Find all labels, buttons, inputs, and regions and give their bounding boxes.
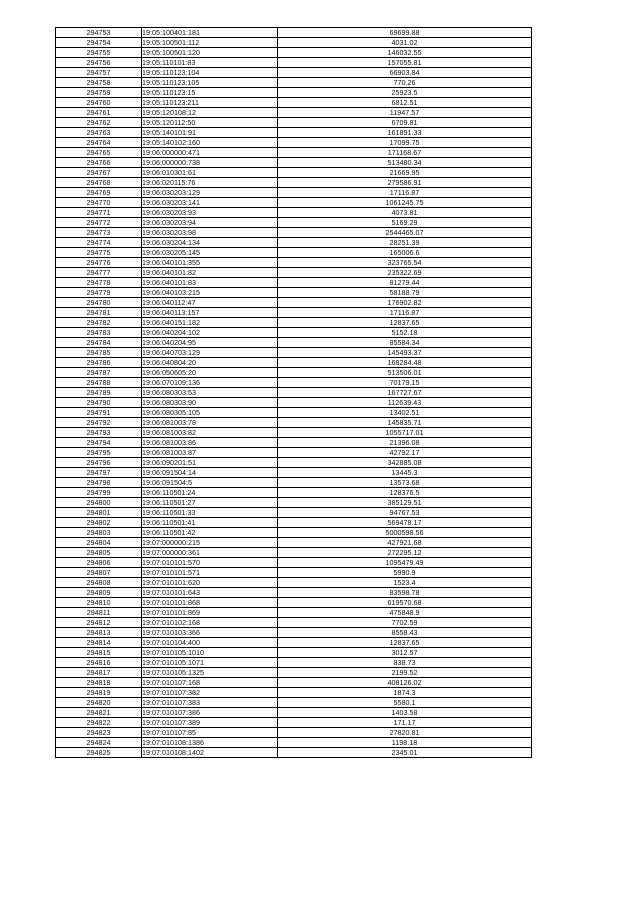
table-row [56, 218, 532, 228]
table-row [56, 428, 532, 438]
cadastral-number-cell: 19:05:120112:50 [142, 118, 278, 128]
table-body [56, 28, 532, 758]
row-number-cell: 294806 [56, 558, 142, 568]
table-row [56, 378, 532, 388]
row-number-cell: 294788 [56, 378, 142, 388]
table-row [56, 648, 532, 658]
cadastral-number-cell: 19:07:010107:382 [142, 688, 278, 698]
row-number-cell: 294787 [56, 368, 142, 378]
row-number-cell: 294782 [56, 318, 142, 328]
table-row [56, 658, 532, 668]
value-cell: 7702.59 [278, 618, 532, 628]
cadastral-number-cell: 19:06:040113:157 [142, 308, 278, 318]
cadastral-number-cell: 19:07:010102:168 [142, 618, 278, 628]
value-cell: 128376.5 [278, 488, 532, 498]
cadastral-number-cell: 19:06:040204:95 [142, 338, 278, 348]
row-number-cell: 294785 [56, 348, 142, 358]
cadastral-number-cell: 19:07:010101:868 [142, 598, 278, 608]
table-row [56, 698, 532, 708]
value-cell: 146032.55 [278, 48, 532, 58]
table-row [56, 718, 532, 728]
table-row [56, 388, 532, 398]
table-row [56, 738, 532, 748]
table-row [56, 448, 532, 458]
table-row [56, 398, 532, 408]
value-cell: 70179.15 [278, 378, 532, 388]
cadastral-number-cell: 19:05:100501:112 [142, 38, 278, 48]
row-number-cell: 294809 [56, 588, 142, 598]
table-row [56, 668, 532, 678]
table-row [56, 258, 532, 268]
value-cell: 17116.87 [278, 308, 532, 318]
table-row [56, 548, 532, 558]
row-number-cell: 294754 [56, 38, 142, 48]
cadastral-number-cell: 19:07:010101:570 [142, 558, 278, 568]
cadastral-number-cell: 19:06:040703:129 [142, 348, 278, 358]
table-row [56, 578, 532, 588]
cadastral-number-cell: 19:05:140102:160 [142, 138, 278, 148]
row-number-cell: 294784 [56, 338, 142, 348]
table-row [56, 28, 532, 38]
cadastral-number-cell: 19:06:081003:86 [142, 438, 278, 448]
cadastral-number-cell: 19:07:010105:1325 [142, 668, 278, 678]
table-row [56, 438, 532, 448]
row-number-cell: 294815 [56, 648, 142, 658]
cadastral-number-cell: 19:06:040101:83 [142, 278, 278, 288]
row-number-cell: 294786 [56, 358, 142, 368]
row-number-cell: 294805 [56, 548, 142, 558]
row-number-cell: 294769 [56, 188, 142, 198]
value-cell: 27820.81 [278, 728, 532, 738]
table-row [56, 418, 532, 428]
table-row [56, 288, 532, 298]
cadastral-number-cell: 19:06:000000:471 [142, 148, 278, 158]
value-cell: 272295.12 [278, 548, 532, 558]
row-number-cell: 294824 [56, 738, 142, 748]
row-number-cell: 294817 [56, 668, 142, 678]
value-cell: 13573.68 [278, 478, 532, 488]
table-row [56, 618, 532, 628]
row-number-cell: 294797 [56, 468, 142, 478]
value-cell: 17116.87 [278, 188, 532, 198]
value-cell: 145835.71 [278, 418, 532, 428]
table-row [56, 68, 532, 78]
row-number-cell: 294779 [56, 288, 142, 298]
table-row [56, 308, 532, 318]
cadastral-number-cell: 19:07:010105:1010 [142, 648, 278, 658]
table-row [56, 238, 532, 248]
table-row [56, 78, 532, 88]
row-number-cell: 294767 [56, 168, 142, 178]
value-cell: 145493.37 [278, 348, 532, 358]
value-cell: 58188.79 [278, 288, 532, 298]
cadastral-number-cell: 19:07:010108:1386 [142, 738, 278, 748]
row-number-cell: 294783 [56, 328, 142, 338]
value-cell: 171.17 [278, 718, 532, 728]
row-number-cell: 294757 [56, 68, 142, 78]
cadastral-number-cell: 19:05:120108:12 [142, 108, 278, 118]
cadastral-number-cell: 19:06:020115:76 [142, 178, 278, 188]
table-row [56, 628, 532, 638]
row-number-cell: 294759 [56, 88, 142, 98]
cadastral-number-cell: 19:06:040151:182 [142, 318, 278, 328]
cadastral-number-cell: 19:07:010101:643 [142, 588, 278, 598]
cadastral-number-cell: 19:07:010104:400 [142, 638, 278, 648]
row-number-cell: 294807 [56, 568, 142, 578]
table-row [56, 118, 532, 128]
cadastral-number-cell: 19:07:010108:1402 [142, 748, 278, 758]
cadastral-number-cell: 19:07:010101:869 [142, 608, 278, 618]
value-cell: 176902.82 [278, 298, 532, 308]
cadastral-number-cell: 19:06:110501:41 [142, 518, 278, 528]
row-number-cell: 294765 [56, 148, 142, 158]
row-number-cell: 294768 [56, 178, 142, 188]
table-row [56, 128, 532, 138]
cadastral-number-cell: 19:06:110501:24 [142, 488, 278, 498]
table-row [56, 188, 532, 198]
row-number-cell: 294763 [56, 128, 142, 138]
value-cell: 2199.52 [278, 668, 532, 678]
value-cell: 1055717.01 [278, 428, 532, 438]
cadastral-number-cell: 19:06:110501:33 [142, 508, 278, 518]
row-number-cell: 294816 [56, 658, 142, 668]
table-row [56, 478, 532, 488]
value-cell: 3012.57 [278, 648, 532, 658]
value-cell: 83598.78 [278, 588, 532, 598]
row-number-cell: 294753 [56, 28, 142, 38]
value-cell: 279586.91 [278, 178, 532, 188]
cadastral-number-cell: 19:06:091504:14 [142, 468, 278, 478]
row-number-cell: 294796 [56, 458, 142, 468]
table-row [56, 138, 532, 148]
value-cell: 17099.75 [278, 138, 532, 148]
table-row [56, 568, 532, 578]
row-number-cell: 294771 [56, 208, 142, 218]
value-cell: 1874.3 [278, 688, 532, 698]
row-number-cell: 294766 [56, 158, 142, 168]
table-row [56, 728, 532, 738]
value-cell: 12837.65 [278, 638, 532, 648]
cadastral-number-cell: 19:05:100501:120 [142, 48, 278, 58]
row-number-cell: 294755 [56, 48, 142, 58]
cadastral-number-cell: 19:06:081003:78 [142, 418, 278, 428]
row-number-cell: 294778 [56, 278, 142, 288]
row-number-cell: 294773 [56, 228, 142, 238]
row-number-cell: 294774 [56, 238, 142, 248]
row-number-cell: 294770 [56, 198, 142, 208]
cadastral-number-cell: 19:07:010103:366 [142, 628, 278, 638]
value-cell: 66903.84 [278, 68, 532, 78]
table-row [56, 328, 532, 338]
value-cell: 81279.44 [278, 278, 532, 288]
table-row [56, 198, 532, 208]
cadastral-number-cell: 19:06:080303:90 [142, 398, 278, 408]
value-cell: 85584.34 [278, 338, 532, 348]
cadastral-number-cell: 19:06:010301:61 [142, 168, 278, 178]
value-cell: 13402.51 [278, 408, 532, 418]
table-row [56, 98, 532, 108]
table-row [56, 538, 532, 548]
cadastral-number-cell: 19:07:010105:1071 [142, 658, 278, 668]
cadastral-number-cell: 19:05:110123:15 [142, 88, 278, 98]
value-cell: 171168.67 [278, 148, 532, 158]
value-cell: 5152.18 [278, 328, 532, 338]
cadastral-number-cell: 19:05:140101:91 [142, 128, 278, 138]
cadastral-number-cell: 19:07:010101:620 [142, 578, 278, 588]
cadastral-number-cell: 19:07:010107:386 [142, 708, 278, 718]
table-row [56, 488, 532, 498]
value-cell: 5990.9 [278, 568, 532, 578]
value-cell: 513506.01 [278, 368, 532, 378]
value-cell: 161891.33 [278, 128, 532, 138]
row-number-cell: 294795 [56, 448, 142, 458]
cadastral-number-cell: 19:06:080303:53 [142, 388, 278, 398]
table-row [56, 688, 532, 698]
table-row [56, 278, 532, 288]
value-cell: 25923.5 [278, 88, 532, 98]
row-number-cell: 294760 [56, 98, 142, 108]
table-row [56, 588, 532, 598]
value-cell: 1095479.49 [278, 558, 532, 568]
value-cell: 2345.01 [278, 748, 532, 758]
cadastral-number-cell: 19:07:010107:389 [142, 718, 278, 728]
table-row [56, 498, 532, 508]
cadastral-number-cell: 19:06:030203:93 [142, 208, 278, 218]
row-number-cell: 294776 [56, 258, 142, 268]
row-number-cell: 294813 [56, 628, 142, 638]
row-number-cell: 294764 [56, 138, 142, 148]
value-cell: 838.73 [278, 658, 532, 668]
value-cell: 42792.17 [278, 448, 532, 458]
table-row [56, 248, 532, 258]
table-row [56, 48, 532, 58]
cadastral-number-cell: 19:06:040101:82 [142, 268, 278, 278]
value-cell: 475848.9 [278, 608, 532, 618]
row-number-cell: 294775 [56, 248, 142, 258]
value-cell: 6812.51 [278, 98, 532, 108]
table-row [56, 508, 532, 518]
value-cell: 1198.18 [278, 738, 532, 748]
table-row [56, 108, 532, 118]
table-row [56, 408, 532, 418]
table-row [56, 598, 532, 608]
row-number-cell: 294814 [56, 638, 142, 648]
value-cell: 165006.6 [278, 248, 532, 258]
row-number-cell: 294781 [56, 308, 142, 318]
cadastral-number-cell: 19:06:110501:42 [142, 528, 278, 538]
cadastral-number-cell: 19:06:030204:134 [142, 238, 278, 248]
cadastral-number-cell: 19:06:090201:51 [142, 458, 278, 468]
table-row [56, 468, 532, 478]
value-cell: 69699.88 [278, 28, 532, 38]
table-row [56, 348, 532, 358]
row-number-cell: 294819 [56, 688, 142, 698]
table-row [56, 158, 532, 168]
cadastral-number-cell: 19:06:050605:20 [142, 368, 278, 378]
cadastral-number-cell: 19:06:030205:145 [142, 248, 278, 258]
value-cell: 1403.58 [278, 708, 532, 718]
row-number-cell: 294800 [56, 498, 142, 508]
row-number-cell: 294802 [56, 518, 142, 528]
row-number-cell: 294791 [56, 408, 142, 418]
table-row [56, 338, 532, 348]
cadastral-number-cell: 19:06:030203:129 [142, 188, 278, 198]
table-row [56, 58, 532, 68]
table-row [56, 228, 532, 238]
value-cell: 6709.81 [278, 118, 532, 128]
value-cell: 235322.69 [278, 268, 532, 278]
value-cell: 13445.3 [278, 468, 532, 478]
table-row [56, 638, 532, 648]
table-row [56, 678, 532, 688]
table-row [56, 608, 532, 618]
table-row [56, 148, 532, 158]
row-number-cell: 294825 [56, 748, 142, 758]
cadastral-number-cell: 19:06:030203:98 [142, 228, 278, 238]
row-number-cell: 294777 [56, 268, 142, 278]
table-row [56, 558, 532, 568]
table-row [56, 358, 532, 368]
table-row [56, 368, 532, 378]
table-row [56, 708, 532, 718]
row-number-cell: 294812 [56, 618, 142, 628]
cadastral-number-cell: 19:05:110101:83 [142, 58, 278, 68]
value-cell: 385129.51 [278, 498, 532, 508]
cadastral-number-cell: 19:07:000000:361 [142, 548, 278, 558]
table-row [56, 528, 532, 538]
table-row [56, 168, 532, 178]
table-row [56, 88, 532, 98]
value-cell: 770.26 [278, 78, 532, 88]
value-cell: 2544465.07 [278, 228, 532, 238]
table-row [56, 178, 532, 188]
cadastral-number-cell: 19:05:100401:181 [142, 28, 278, 38]
value-cell: 5580.1 [278, 698, 532, 708]
table-row [56, 458, 532, 468]
row-number-cell: 294790 [56, 398, 142, 408]
cadastral-number-cell: 19:06:030203:141 [142, 198, 278, 208]
value-cell: 4073.81 [278, 208, 532, 218]
row-number-cell: 294762 [56, 118, 142, 128]
row-number-cell: 294810 [56, 598, 142, 608]
table-row [56, 208, 532, 218]
value-cell: 5000598.56 [278, 528, 532, 538]
row-number-cell: 294793 [56, 428, 142, 438]
value-cell: 112639.43 [278, 398, 532, 408]
cadastral-number-cell: 19:05:110123:211 [142, 98, 278, 108]
cadastral-number-cell: 19:06:110501:27 [142, 498, 278, 508]
value-cell: 342885.08 [278, 458, 532, 468]
row-number-cell: 294823 [56, 728, 142, 738]
cadastral-number-cell: 19:06:091504:5 [142, 478, 278, 488]
cadastral-number-cell: 19:06:040101:355 [142, 258, 278, 268]
row-number-cell: 294821 [56, 708, 142, 718]
value-cell: 12837.65 [278, 318, 532, 328]
row-number-cell: 294822 [56, 718, 142, 728]
cadastral-number-cell: 19:06:040204:102 [142, 328, 278, 338]
row-number-cell: 294772 [56, 218, 142, 228]
row-number-cell: 294818 [56, 678, 142, 688]
value-cell: 5169.29 [278, 218, 532, 228]
cadastral-number-cell: 19:06:081003:87 [142, 448, 278, 458]
value-cell: 1061245.75 [278, 198, 532, 208]
value-cell: 21669.95 [278, 168, 532, 178]
cadastral-number-cell: 19:07:010107:383 [142, 698, 278, 708]
row-number-cell: 294820 [56, 698, 142, 708]
row-number-cell: 294761 [56, 108, 142, 118]
cadastral-number-cell: 19:05:110123:105 [142, 78, 278, 88]
row-number-cell: 294803 [56, 528, 142, 538]
cadastral-number-cell: 19:06:000000:738 [142, 158, 278, 168]
cadastral-number-cell: 19:07:000000:215 [142, 538, 278, 548]
row-number-cell: 294792 [56, 418, 142, 428]
cadastral-number-cell: 19:06:081003:82 [142, 428, 278, 438]
row-number-cell: 294801 [56, 508, 142, 518]
value-cell: 168284.48 [278, 358, 532, 368]
table-row [56, 318, 532, 328]
cadastral-number-cell: 19:06:030203:94 [142, 218, 278, 228]
table-row [56, 268, 532, 278]
cadastral-number-cell: 19:07:010107:85 [142, 728, 278, 738]
value-cell: 28251.39 [278, 238, 532, 248]
value-cell: 408126.02 [278, 678, 532, 688]
row-number-cell: 294780 [56, 298, 142, 308]
value-cell: 569478.17 [278, 518, 532, 528]
row-number-cell: 294794 [56, 438, 142, 448]
value-cell: 619570.68 [278, 598, 532, 608]
cadastral-number-cell: 19:06:040103:215 [142, 288, 278, 298]
row-number-cell: 294798 [56, 478, 142, 488]
cadastral-number-cell: 19:07:010101:571 [142, 568, 278, 578]
value-cell: 11947.57 [278, 108, 532, 118]
cadastral-number-cell: 19:05:110123:104 [142, 68, 278, 78]
row-number-cell: 294799 [56, 488, 142, 498]
row-number-cell: 294808 [56, 578, 142, 588]
value-cell: 8558.43 [278, 628, 532, 638]
value-cell: 157055.81 [278, 58, 532, 68]
cadastral-number-cell: 19:06:080305:105 [142, 408, 278, 418]
value-cell: 94767.53 [278, 508, 532, 518]
table-row [56, 748, 532, 758]
row-number-cell: 294811 [56, 608, 142, 618]
value-cell: 21396.08 [278, 438, 532, 448]
table-row [56, 518, 532, 528]
cadastral-number-cell: 19:06:040112:47 [142, 298, 278, 308]
table-row [56, 38, 532, 48]
row-number-cell: 294804 [56, 538, 142, 548]
value-cell: 323765.54 [278, 258, 532, 268]
row-number-cell: 294789 [56, 388, 142, 398]
value-cell: 4031.02 [278, 38, 532, 48]
row-number-cell: 294758 [56, 78, 142, 88]
value-cell: 1523.4 [278, 578, 532, 588]
cadastral-value-table [55, 27, 532, 758]
cadastral-number-cell: 19:07:010107:168 [142, 678, 278, 688]
value-cell: 513480.34 [278, 158, 532, 168]
cadastral-number-cell: 19:06:070109:136 [142, 378, 278, 388]
cadastral-number-cell: 19:06:040804:20 [142, 358, 278, 368]
table-row [56, 298, 532, 308]
row-number-cell: 294756 [56, 58, 142, 68]
value-cell: 427921.68 [278, 538, 532, 548]
value-cell: 167727.67 [278, 388, 532, 398]
